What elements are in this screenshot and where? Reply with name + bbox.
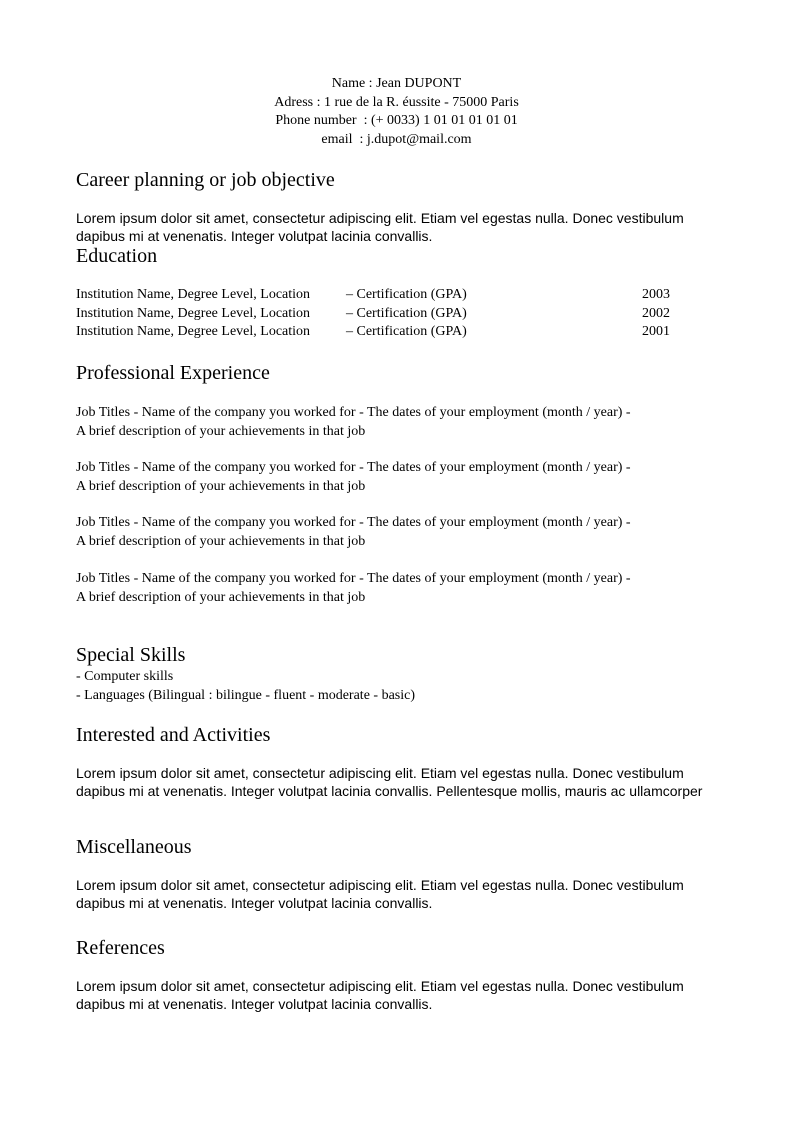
job-title-line: Job Titles - Name of the company you worked for - The dates of your employment (month / year) - — [76, 515, 631, 530]
career-heading: Career planning or job objective — [76, 169, 335, 191]
contact-email: email : j.dupot@mail.com — [321, 131, 472, 147]
job-description-line: A brief description of your achievements in that job — [76, 590, 366, 605]
education-row — [76, 286, 726, 305]
job-entry — [76, 513, 726, 551]
skills-list — [76, 668, 415, 705]
interests-heading: Interested and Activities — [76, 724, 271, 746]
job-description-line: A brief description of your achievements in that job — [76, 424, 366, 439]
education-certification: – Certification (GPA) — [346, 324, 467, 339]
education-institution: Institution Name, Degree Level, Location — [76, 324, 311, 339]
education-certification: – Certification (GPA) — [346, 306, 467, 321]
job-description-line: A brief description of your achievements in that job — [76, 534, 366, 549]
interests-text: Lorem ipsum dolor sit amet, consectetur adipiscing elit. Etiam vel egestas nulla. Donec vestibulum dapibus mi at venenatis. Integer volutpat lacinia convallis. Pellentesque mollis, mauris ac ullamcorper — [76, 765, 703, 799]
references-text: Lorem ipsum dolor sit amet, consectetur adipiscing elit. Etiam vel egestas nulla. Donec vestibulum dapibus mi at venenatis. Integer volutpat lacinia convallis. — [76, 978, 684, 1012]
contact-phone: Phone number : (+ 0033) 1 01 01 01 01 01 — [275, 113, 518, 128]
misc-heading: Miscellaneous — [76, 836, 192, 858]
education-certification: – Certification (GPA) — [346, 287, 467, 302]
education-year: 2001 — [642, 324, 670, 339]
job-title-line: Job Titles - Name of the company you worked for - The dates of your employment (month / year) - — [76, 460, 631, 475]
contact-name: Name : Jean DUPONT — [331, 76, 462, 91]
education-year: 2002 — [642, 306, 670, 321]
contact-block — [0, 75, 793, 149]
job-entry — [76, 569, 726, 607]
experience-heading: Professional Experience — [76, 362, 270, 384]
job-entry — [76, 458, 726, 496]
education-row — [76, 323, 726, 342]
job-title-line: Job Titles - Name of the company you worked for - The dates of your employment (month / year) - — [76, 571, 631, 586]
education-year: 2003 — [642, 287, 670, 302]
skills-heading: Special Skills — [76, 644, 186, 666]
references-heading: References — [76, 937, 165, 959]
education-heading: Education — [76, 245, 158, 267]
education-institution: Institution Name, Degree Level, Location — [76, 306, 311, 321]
skill-item: - Computer skills — [76, 669, 174, 684]
job-title-line: Job Titles - Name of the company you worked for - The dates of your employment (month / year) - — [76, 405, 631, 420]
job-description-line: A brief description of your achievements in that job — [76, 479, 366, 494]
misc-text: Lorem ipsum dolor sit amet, consectetur adipiscing elit. Etiam vel egestas nulla. Donec vestibulum dapibus mi at venenatis. Integer volutpat lacinia convallis. — [76, 877, 684, 911]
job-entry — [76, 403, 726, 441]
education-institution: Institution Name, Degree Level, Location — [76, 287, 311, 302]
education-row — [76, 305, 726, 324]
skill-item: - Languages (Bilingual : bilingue - fluent - moderate - basic) — [76, 687, 416, 703]
career-text: Lorem ipsum dolor sit amet, consectetur adipiscing elit. Etiam vel egestas nulla. Donec vestibulum dapibus mi at venenatis. Integer volutpat lacinia convallis. — [76, 210, 684, 244]
contact-address: Adress : 1 rue de la R. éussite - 75000 Paris — [274, 94, 519, 110]
